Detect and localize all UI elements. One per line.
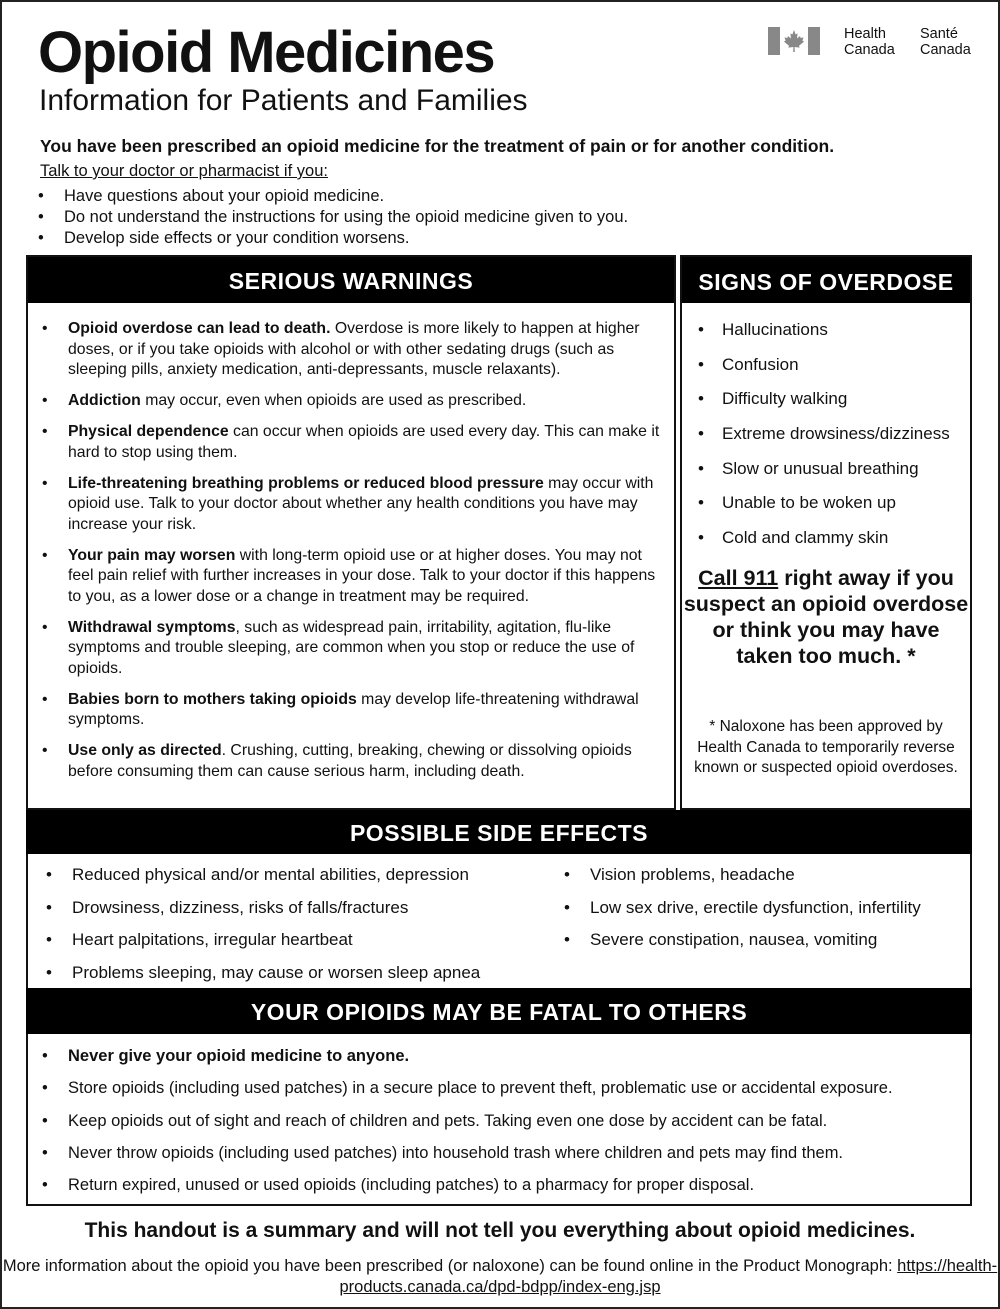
list-item: • Severe constipation, nausea, vomiting xyxy=(564,929,921,950)
list-item: • Reduced physical and/or mental abilities, depression xyxy=(46,864,480,885)
page-subtitle: Information for Patients and Families xyxy=(39,84,528,117)
intro-talk-label: Talk to your doctor or pharmacist if you: xyxy=(40,162,328,180)
list-item: • Your pain may worsen with long-term opioid use or at higher doses. You may not feel pain relief with further increases in your dose. Talk to your doctor if this happens to you, as a lower dose or a change in treatment may be required. xyxy=(42,546,667,608)
list-item: • Develop side effects or your condition worsens. xyxy=(38,228,628,249)
list-item: • Do not understand the instructions for using the opioid medicine given to you. xyxy=(38,207,628,228)
list-item: • Opioid overdose can lead to death. Overdose is more likely to happen at higher doses, or if you take opioids with alcohol or with other sedating drugs (such as sleeping pills, anxiety medication, anti-depressants, muscle relaxants). xyxy=(42,319,667,381)
list-item: • Unable to be woken up xyxy=(698,492,950,513)
list-item: • Have questions about your opioid medicine. xyxy=(38,186,628,207)
list-item: • Withdrawal symptoms, such as widespread pain, irritability, agitation, flu-like symptoms and trouble sleeping, are common when you stop or reduce the use of opioids. xyxy=(42,618,667,680)
page-title: Opioid Medicines xyxy=(38,20,495,85)
fatal-to-others-list xyxy=(42,1046,893,1207)
canada-flag-icon xyxy=(768,27,820,55)
serious-warnings-box xyxy=(26,255,676,810)
list-item: • Never throw opioids (including used patches) into household trash where children and pets may find them. xyxy=(42,1143,893,1164)
logo-text-english: Health Canada xyxy=(844,26,895,58)
serious-warnings-list xyxy=(42,319,667,793)
product-monograph-link[interactable]: https://health-products.canada.ca/dpd-bdpp/index-eng.jsp xyxy=(339,1257,998,1296)
list-item: • Drowsiness, dizziness, risks of falls/fractures xyxy=(46,897,480,918)
list-item: • Cold and clammy skin xyxy=(698,527,950,548)
serious-warnings-heading: SERIOUS WARNINGS xyxy=(28,257,674,303)
list-item: • Return expired, unused or used opioids (including patches) to a pharmacy for proper disposal. xyxy=(42,1175,893,1196)
side-effects-heading: POSSIBLE SIDE EFFECTS xyxy=(26,810,972,854)
naloxone-note: * Naloxone has been approved by Health Canada to temporarily reverse known or suspected opioid overdoses. xyxy=(694,718,958,776)
list-item: • Hallucinations xyxy=(698,319,950,340)
side-effects-box xyxy=(26,810,972,990)
list-item: • Vision problems, headache xyxy=(564,864,921,885)
list-item: • Extreme drowsiness/dizziness xyxy=(698,423,950,444)
list-item: • Heart palpitations, irregular heartbeat xyxy=(46,929,480,950)
list-item: • Store opioids (including used patches) in a secure place to prevent theft, problematic use or accidental exposure. xyxy=(42,1078,893,1099)
side-effects-list-right xyxy=(564,864,921,962)
more-info-text: More information about the opioid you have been prescribed (or naloxone) can be found online in the Product Monograph: https://health-products.canada.ca/dpd-bdpp/index-eng.jsp xyxy=(2,1257,998,1296)
list-item: • Babies born to mothers taking opioids may develop life-threatening withdrawal symptoms. xyxy=(42,690,667,731)
fatal-to-others-box xyxy=(26,988,972,1206)
summary-statement: This handout is a summary and will not tell you everything about opioid medicines. xyxy=(84,1219,916,1242)
overdose-signs-list xyxy=(698,319,950,562)
list-item: • Difficulty walking xyxy=(698,388,950,409)
maple-leaf-icon xyxy=(780,27,808,55)
list-item: • Keep opioids out of sight and reach of children and pets. Taking even one dose by accident can be fatal. xyxy=(42,1111,893,1132)
call-911-notice: Call 911 right away if you suspect an opioid overdose or think you may have taken too much. * xyxy=(683,566,969,668)
fatal-to-others-heading: YOUR OPIOIDS MAY BE FATAL TO OTHERS xyxy=(26,988,972,1034)
list-item: • Low sex drive, erectile dysfunction, infertility xyxy=(564,897,921,918)
list-item: • Problems sleeping, may cause or worsen sleep apnea xyxy=(46,962,480,983)
list-item: • Confusion xyxy=(698,354,950,375)
call-911-text: Call 911 xyxy=(698,566,779,590)
list-item: • Never give your opioid medicine to anyone. xyxy=(42,1046,893,1067)
intro-list xyxy=(38,186,628,249)
list-item: • Use only as directed. Crushing, cutting, breaking, chewing or dissolving opioids before consuming them can cause serious harm, including death. xyxy=(42,741,667,782)
list-item: • Physical dependence can occur when opioids are used every day. This can make it hard to stop using them. xyxy=(42,422,667,463)
health-canada-logo xyxy=(768,26,978,66)
signs-of-overdose-heading: SIGNS OF OVERDOSE xyxy=(682,257,970,303)
side-effects-list-left xyxy=(46,864,480,994)
signs-of-overdose-box xyxy=(680,255,972,810)
logo-text-french: Santé Canada xyxy=(920,26,971,58)
list-item: • Addiction may occur, even when opioids are used as prescribed. xyxy=(42,391,667,412)
list-item: • Life-threatening breathing problems or reduced blood pressure may occur with opioid use. Talk to your doctor about whether any health conditions you have may increase your risk. xyxy=(42,474,667,536)
intro-statement: You have been prescribed an opioid medicine for the treatment of pain or for another condition. xyxy=(40,136,835,156)
list-item: • Slow or unusual breathing xyxy=(698,458,950,479)
